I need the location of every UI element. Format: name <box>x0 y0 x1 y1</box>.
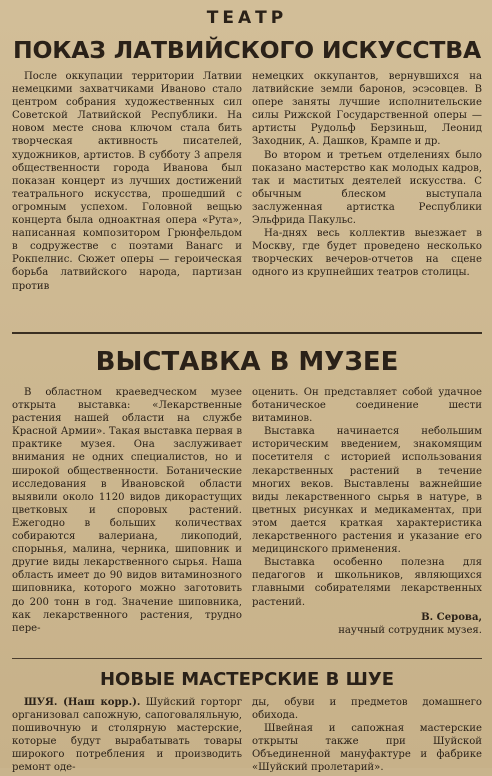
article-title: НОВЫЕ МАСТЕРСКИЕ В ШУЕ <box>99 669 395 690</box>
article-body <box>12 696 482 776</box>
dateline: ШУЯ. (Наш корр.). <box>24 697 141 708</box>
paragraph: Швейная и сапожная мастерские открыты также при Шуйской Объединенной мануфактуре и фабрике «Шуйский пролетарий». <box>252 723 482 774</box>
column <box>12 386 242 654</box>
article-title: ПОКАЗ ЛАТВИЙСКОГО ИСКУССТВА <box>13 36 481 64</box>
author-signature: В. Серова, <box>421 611 482 623</box>
paragraph: оценить. Он представляет собой удачное ботаническое соединение шести витаминов. <box>252 387 482 425</box>
column <box>252 70 482 328</box>
paragraph: Во втором и третьем отделениях было показано мастерство как молодых кадров, так и маститых деятелей искусства. С обычным блеском выступала заслуженная артистка Республики Эльфрида Пакульс. <box>252 149 482 227</box>
paragraph: На-днях весь коллектив выезжает в Москву, где будет проведено несколько творческих вечеров-отчетов на сцене одного из крупнейших театров столицы. <box>252 228 482 279</box>
paragraph-text: Шуйский горторг организовал сапожную, сапоговаляльную, пошивочную и столярную мастерские, которые будут вырабатывать товары широкого потребления и производить ремонт оде- <box>12 697 242 774</box>
paragraph: ды, обуви и предметов домашнего обихода. <box>252 697 482 722</box>
column <box>12 696 242 776</box>
paragraph: Выставка особенно полезна для педагогов и школьников, являющихся главными собирателями лекарственных растений. <box>252 557 482 608</box>
paragraph: Выставка начинается небольшим историческим введением, знакомящим посетителя с историей использования лекарственных растений в течение многих веков. Выставлены важнейшие виды лекарственного сырья в натуре, в цветных рисунках и медикаментах, при этом дается краткая характеристика лекарственного растения и указание его медицинского применения. <box>252 426 482 556</box>
article-title: ВЫСТАВКА В МУЗЕЕ <box>95 347 399 377</box>
article-body <box>12 70 482 328</box>
divider <box>12 654 482 664</box>
article-body <box>12 386 482 654</box>
author-role: научный сотрудник музея. <box>338 624 482 636</box>
column <box>252 386 482 654</box>
section-rubric: ТЕАТР <box>206 8 288 28</box>
column <box>12 70 242 328</box>
paragraph: В областном краеведческом музее открыта выставка: «Лекарственные растения нашей области на службе Красной Армии». Такая выставка первая в практике музея. Она заслуживает внимания не одних специалистов, но и широкой общественности. Ботанические исследования в Ивановской области выявили около 1120 видов дикорастущих цветковых и споровых растений. Ежегодно в больших количествах собираются валериана, ликоподий, спорынья, малина, черника, шиповник и другие виды лекарственного сырья. Наша область имеет до 90 видов витаминозного шиповника, которого можно заготовить до 200 тонн в год. Значение шиповника, как лекарственного растения, трудно пере- <box>12 387 242 634</box>
divider <box>12 328 482 338</box>
column <box>252 696 482 776</box>
paragraph: немецких оккупантов, вернувшихся на латвийские земли баронов, эсэсовцев. В опере заняты лучшие исполнительские силы Рижской Государственной оперы — артисты Рудольф Берзиньш, Леонид Заходник, А. Дашков, Крампе и др. <box>252 71 482 148</box>
paragraph <box>12 696 242 775</box>
paragraph: После оккупации территории Латвии немецкими захватчиками Иваново стало центром собрания художественных сил Советской Латвийской Республики. На новом месте снова ключом стала бить творческая активность писателей, художников, артистов. В субботу 3 апреля общественности города Иванова был показан концерт из лучших достижений театрального искусства, прошедший с огромным успехом. Головной вещью концерта была одноактная опера «Рута», написанная композитором Грюнфельдом в содружестве с поэтами Ванагс и Рокпелнис. Сюжет оперы — героическая борьба латвийского народа, партизан против <box>12 71 242 292</box>
